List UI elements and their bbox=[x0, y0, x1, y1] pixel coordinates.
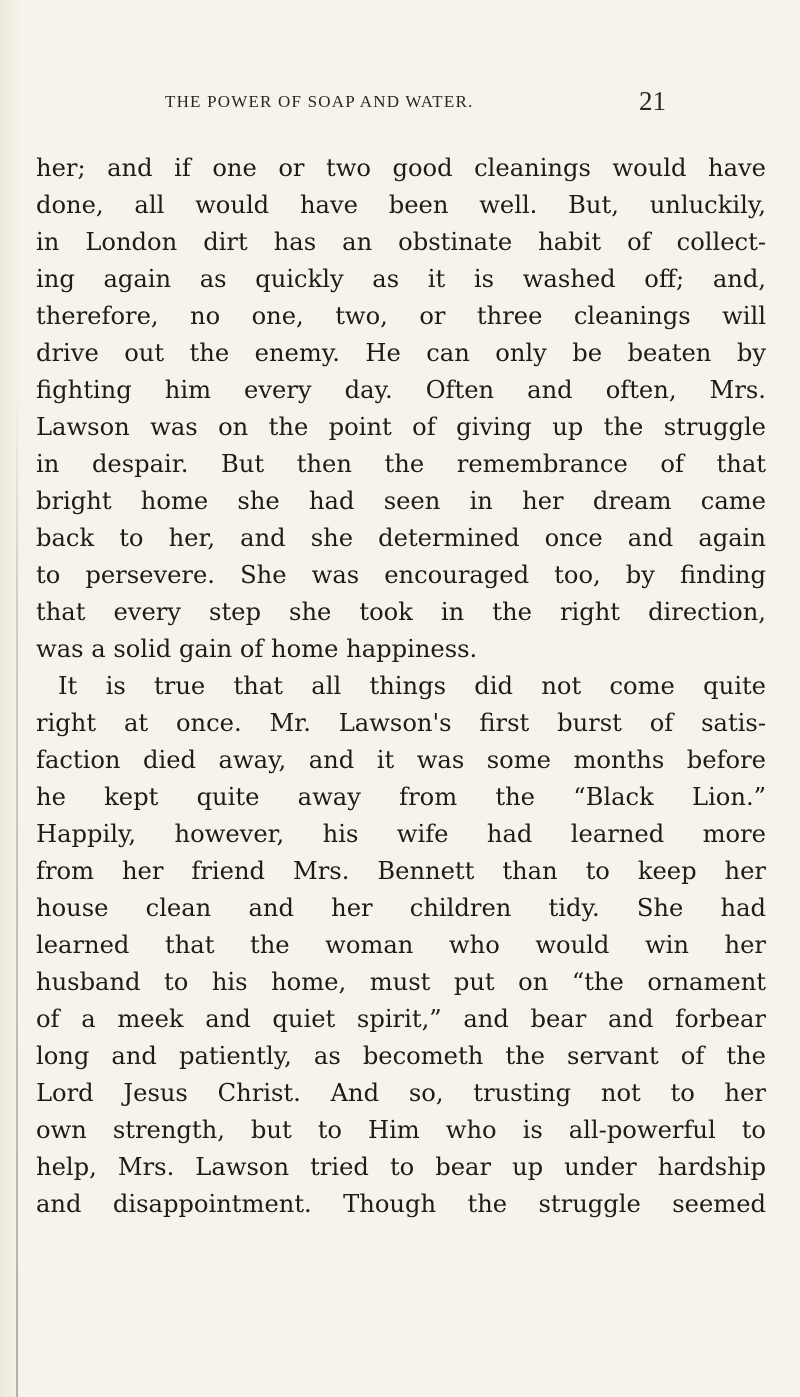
paragraph-start-line: It is true that all things did not come quite bbox=[58, 672, 766, 700]
text-line: her; and if one or two good cleanings would have bbox=[36, 154, 766, 182]
text-line: help, Mrs. Lawson tried to bear up under hardship bbox=[36, 1153, 766, 1181]
text-line: Lord Jesus Christ. And so, trusting not to her bbox=[36, 1079, 766, 1107]
text-line: house clean and her children tidy. She had bbox=[36, 894, 766, 922]
text-line: Happily, however, his wife had learned more bbox=[36, 820, 766, 848]
text-line: husband to his home, must put on “the ornament bbox=[36, 968, 766, 996]
page-header bbox=[0, 86, 800, 120]
text-line: and disappointment. Though the struggle seemed bbox=[36, 1190, 766, 1218]
text-line: learned that the woman who would win her bbox=[36, 931, 766, 959]
text-line: Lawson was on the point of giving up the struggle bbox=[36, 413, 766, 441]
text-line: right at once. Mr. Lawson's first burst of satis- bbox=[36, 709, 766, 737]
text-line: done, all would have been well. But, unluckily, bbox=[36, 191, 766, 219]
text-line: in despair. But then the remembrance of that bbox=[36, 450, 766, 478]
text-line: faction died away, and it was some months before bbox=[36, 746, 766, 774]
body-text bbox=[36, 150, 766, 1223]
paragraph-end-line: was a solid gain of home happiness. bbox=[36, 635, 478, 663]
text-line: to persevere. She was encouraged too, by finding bbox=[36, 561, 766, 589]
text-line: bright home she had seen in her dream came bbox=[36, 487, 766, 515]
text-line: long and patiently, as becometh the servant of the bbox=[36, 1042, 766, 1070]
text-line: in London dirt has an obstinate habit of collect- bbox=[36, 228, 766, 256]
text-line: back to her, and she determined once and again bbox=[36, 524, 766, 552]
text-line: from her friend Mrs. Bennett than to keep her bbox=[36, 857, 766, 885]
text-line: own strength, but to Him who is all-powerful to bbox=[36, 1116, 766, 1144]
page-edge bbox=[0, 0, 22, 1397]
running-head: THE POWER OF SOAP AND WATER. bbox=[165, 92, 474, 111]
text-line: fighting him every day. Often and often, Mrs. bbox=[36, 376, 766, 404]
text-line: therefore, no one, two, or three cleanings will bbox=[36, 302, 766, 330]
page-fold-line bbox=[16, 395, 18, 1397]
text-line: ing again as quickly as it is washed off; and, bbox=[36, 265, 766, 293]
text-line: drive out the enemy. He can only be beaten by bbox=[36, 339, 766, 367]
text-line: of a meek and quiet spirit,” and bear and forbear bbox=[36, 1005, 766, 1033]
text-line: he kept quite away from the “Black Lion.” bbox=[36, 783, 766, 811]
text-line: that every step she took in the right direction, bbox=[36, 598, 766, 626]
page-number: 21 bbox=[639, 86, 666, 116]
